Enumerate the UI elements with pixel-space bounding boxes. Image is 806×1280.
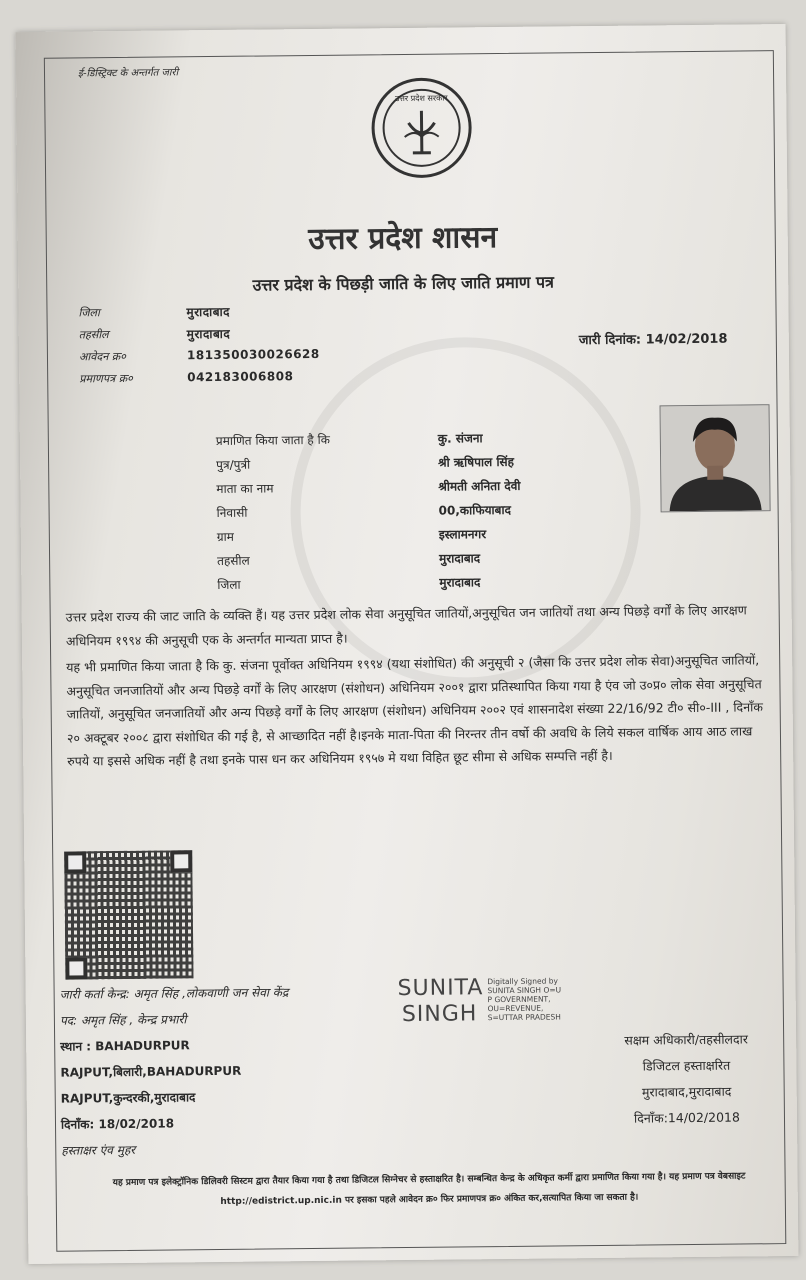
meta-label: तहसील <box>78 327 109 341</box>
officer-block <box>586 1026 787 1132</box>
meta-row <box>79 320 379 345</box>
detail-label: ग्राम <box>216 529 234 544</box>
certificate-number: 042183006808 <box>187 369 294 385</box>
eligibility-paragraph: उत्तर प्रदेश राज्य की जाट जाति के व्यक्ति हैं। यह उत्तर प्रदेश लोक सेवा अनुसूचित जातियों,अनुसूचित जन जातियों तथा अन्य पिछड़े वर्गों के लिए आरक्षण अधिनियम १९९४ की अनुसूची एक के अन्तर्गत मान्यता प्राप्त है। <box>65 602 747 649</box>
detail-value: इस्लामनगर <box>438 526 487 542</box>
issuer-center: जारी कर्ता केन्द्र: अमृत सिंह ,लोकवाणी जन सेवा केंद्र <box>59 985 289 1002</box>
applicant-photo <box>660 404 771 512</box>
detail-label: निवासी <box>216 505 248 520</box>
meta-label: जिला <box>78 305 100 319</box>
application-number: 181350030026628 <box>186 346 320 363</box>
issuer-date: दिनाँक: 18/02/2018 <box>60 1116 175 1132</box>
detail-value: कु. संजना <box>437 430 483 446</box>
signature-seal-label: हस्ताक्षर एंव मुहर <box>61 1142 136 1158</box>
detail-label: पुत्र/पुत्री <box>216 457 251 472</box>
officer-date: दिनाँक:14/02/2018 <box>633 1109 741 1126</box>
details-block <box>216 424 578 596</box>
issue-date-value: 14/02/2018 <box>645 331 728 348</box>
qr-code-icon <box>64 850 193 979</box>
meta-block <box>78 298 379 389</box>
officer-digital: डिजिटल हस्ताक्षरित <box>642 1057 731 1074</box>
income-declaration-paragraph: यह भी प्रमाणित किया जाता है कि कु. संजना पूर्वोक्त अधिनियम १९९४ (यथा संशोधित) की अनुसूची २ (जैसा कि उत्तर प्रदेश लोक सेवा)अनुसूचित जातियों, अनुसूचित जनजातियों और अन्य पिछड़े वर्गों के लिए आरक्षण (संशोधन) अधिनियम २००१ द्वारा प्रतिस्थापित किया गया है एंव जो उ०प्र० लोक सेवा अनुसूचित जातियों, अनुसूचित जनजातियों और अन्य पिछड़े वर्गों के लिए आरक्षण (संशोधन) अधिनियम २००२ एवं शासनादेश संख्या 22/16/92 टी० सी०-III , दिनाँक २० अक्टूबर २००८ द्वारा संशोधित की गई है, से आच्छादित नहीं है।इनके माता-पिता की निरन्तर तीन वर्षो की अवधि के लिये सकल वार्षिक आय आठ लाख रुपये या इससे अधिक नहीं है तथा इनके पास धन कर अधिनियम १९५७ मे यथा विहित छूट सीमा से अधिक सम्पत्ति नहीं है। <box>66 652 764 769</box>
issuer-place-line: RAJPUT,बिलारी,BAHADURPUR <box>60 1063 242 1080</box>
digital-signature <box>397 974 588 1028</box>
issuer-place-line: RAJPUT,कुन्दरकी,मुरादाबाद <box>60 1090 196 1106</box>
meta-row <box>79 364 379 389</box>
detail-label: जिला <box>217 577 241 592</box>
officer-place: मुरादाबाद,मुरादाबाद <box>641 1083 732 1100</box>
signer-last-name: SINGH <box>401 1001 478 1028</box>
meta-label: आवेदन क्र० <box>78 349 127 363</box>
meta-row <box>78 298 378 323</box>
detail-label: तहसील <box>217 553 250 568</box>
meta-value: मुरादाबाद <box>186 326 231 341</box>
certificate-subtitle: उत्तर प्रदेश के पिछड़ी जाति के लिए जाति प्रमाण पत्र <box>252 272 555 295</box>
meta-value: मुरादाबाद <box>186 304 231 319</box>
bow-fish-icon <box>374 80 469 175</box>
issue-date-label: जारी दिनांक: <box>578 332 642 349</box>
digital-sign-note: Digitally Signed by SUNITA SINGH O=U P GOVERNMENT, OU=REVENUE, S=UTTAR PRADESH <box>487 976 562 1023</box>
detail-value: श्री ऋषिपाल सिंह <box>438 454 515 470</box>
up-government-emblem-icon <box>371 77 472 178</box>
issuer-block <box>60 978 402 1164</box>
header-note: ई-डिस्ट्रिक्ट के अन्तर्गत जारी <box>77 67 179 80</box>
detail-value: 00,काफियाबाद <box>438 502 512 518</box>
issue-date <box>579 329 728 349</box>
officer-title: सक्षम अधिकारी/तहसीलदार <box>624 1031 749 1048</box>
detail-value: श्रीमती अनिता देवी <box>438 478 521 494</box>
person-photo-icon <box>661 405 770 511</box>
page-title: उत्तर प्रदेश शासन <box>308 220 498 258</box>
certificate-paper <box>16 24 799 1264</box>
issuer-post: पद: अमृत सिंह , केन्द्र प्रभारी <box>59 1012 187 1028</box>
emblem-text: उत्तर प्रदेश सरकार <box>394 93 448 104</box>
detail-value: मुरादाबाद <box>439 550 481 566</box>
detail-value: मुरादाबाद <box>439 574 481 590</box>
signer-first-name: SUNITA <box>397 975 484 1002</box>
issuer-place: स्थान : BAHADURPUR <box>60 1038 190 1054</box>
meta-label: प्रमाणपत्र क्र० <box>79 371 133 385</box>
footer-note: यह प्रमाण पत्र इलेक्ट्रॉनिक डिलिवरी सिस्टम द्वारा तैयार किया गया है तथा डिजिटल सिग्नेचर से हस्ताक्षरित है। सम्बन्धित केन्द्र के अधिकृत कर्मी द्वारा प्रमाणित किया गया है। यह प्रमाण पत्र वेबसाइट http://edistrict.up.nic.in पर इसका पहले आवेदन क्र० फिर प्रमाणपत्र क्र० अंकित कर,सत्यापित किया जा सकता है। <box>112 1171 746 1207</box>
meta-row <box>79 342 379 367</box>
detail-label: माता का नाम <box>216 480 274 496</box>
detail-label: प्रमाणित किया जाता है कि <box>215 432 330 448</box>
detail-row <box>217 568 577 596</box>
